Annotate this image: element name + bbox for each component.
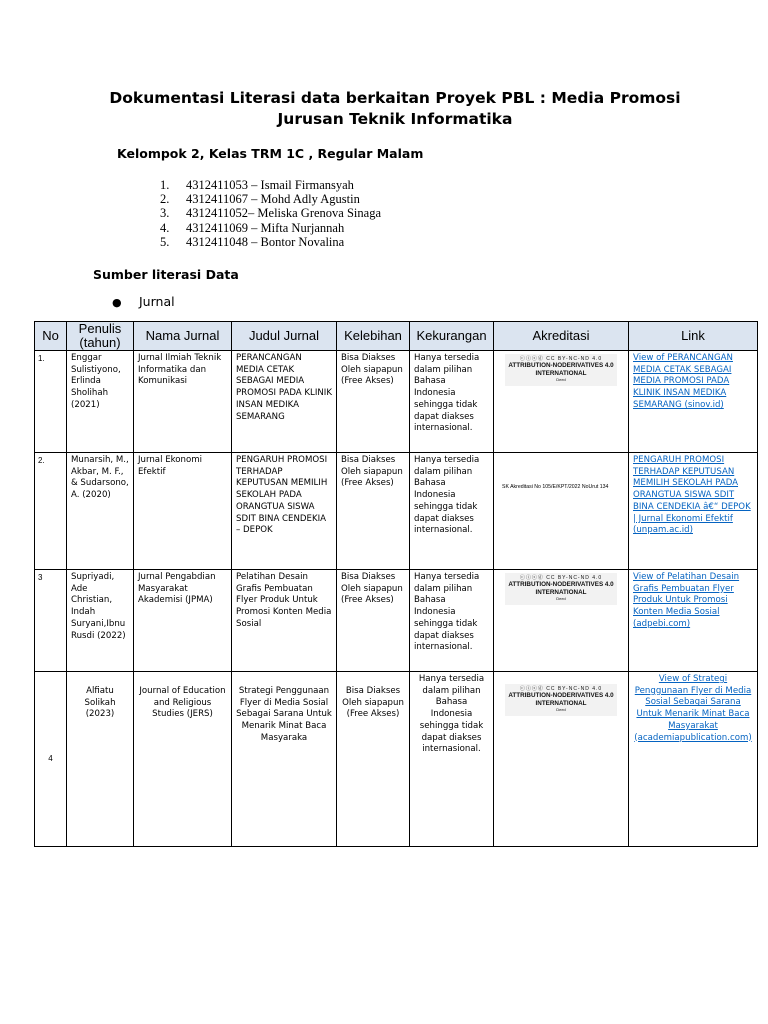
group-info: Kelompok 2, Kelas TRM 1C , Regular Malam: [117, 146, 424, 161]
cell-nama-jurnal: Jurnal Ekonomi Efektif: [134, 453, 232, 570]
header-akreditasi: Akreditasi: [494, 322, 629, 351]
member-item: 2. 4312411067 – Mohd Adly Agustin: [160, 192, 360, 207]
member-list: [160, 178, 381, 249]
cc-icons: ⓒⓘⓢⓓ CC BY-NC-ND 4.0: [519, 575, 603, 581]
cell-nama-jurnal: Jurnal Pengabdian Masyarakat Akademisi (JPMA): [134, 570, 232, 672]
cell-nama-jurnal: Jurnal Ilmiah Teknik Informatika dan Komunikasi: [134, 351, 232, 453]
header-nama-jurnal: Nama Jurnal: [134, 322, 232, 351]
header-link: Link: [629, 322, 758, 351]
cell-kekurangan: Hanya tersedia dalam pilihan Bahasa Indonesia sehingga tidak dapat diakses internasional.: [410, 351, 494, 453]
cell-penulis: Supriyadi, Ade Christian, Indah Suryani,Ibnu Rusdi (2022): [67, 570, 134, 672]
member-item: 3. 4312411052– Meliska Grenova Sinaga: [160, 206, 381, 221]
member-item: 5. 4312411048 – Bontor Novalina: [160, 234, 345, 249]
license-name: ATTRIBUTION-NODERIVATIVES 4.0 INTERNATIONAL: [508, 581, 614, 596]
table-row: [35, 351, 758, 453]
license-deed: Deed: [556, 377, 566, 382]
cell-kelebihan: Bisa Diakses Oleh siapapun (Free Akses): [337, 570, 410, 672]
cell-akreditasi: [494, 453, 629, 570]
table-row: [35, 453, 758, 570]
member-item: 4. 4312411069 – Mifta Nurjannah: [160, 220, 345, 235]
journal-link[interactable]: View of Pelatihan Desain Grafis Pembuatan Flyer Produk Untuk Promosi Konten Media Sosial (adpebi.com): [629, 570, 758, 672]
cell-penulis: Alfiatu Solikah (2023): [67, 672, 134, 847]
cell-judul-jurnal: PERANCANGAN MEDIA CETAK SEBAGAI MEDIA PROMOSI PADA KLINIK INSAN MEDIKA SEMARANG: [232, 351, 337, 453]
cell-no: 3: [35, 570, 67, 672]
journal-link[interactable]: View of Strategi Penggunaan Flyer di Media Sosial Sebagai Sarana Untuk Menarik Minat Baca Masyarakat (academiapublication.com): [629, 672, 758, 847]
member-item: 1. 4312411053 – Ismail Firmansyah: [160, 178, 354, 192]
license-deed: Deed: [556, 707, 566, 712]
bullet-item-jurnal: ● Jurnal: [112, 294, 175, 309]
cell-nama-jurnal: Journal of Education and Religious Studies (JERS): [134, 672, 232, 847]
license-name: ATTRIBUTION-NODERIVATIVES 4.0 INTERNATIONAL: [508, 362, 614, 377]
cell-no: 2.: [35, 453, 67, 570]
cc-icons: ⓒⓘⓢⓓ CC BY-NC-ND 4.0: [519, 356, 603, 362]
cell-judul-jurnal: Strategi Penggunaan Flyer di Media Sosial Sebagai Sarana Untuk Menarik Minat Baca Masyaraka: [232, 672, 337, 847]
license-name: ATTRIBUTION-NODERIVATIVES 4.0 INTERNATIONAL: [508, 692, 614, 707]
cell-judul-jurnal: PENGARUH PROMOSI TERHADAP KEPUTUSAN MEMILIH SEKOLAH PADA ORANGTUA SISWA SDIT BINA CENDEKIA – DEPOK: [232, 453, 337, 570]
accreditation-text: SK Akreditasi No 105/E/KPT/2022 NoUrut 134: [502, 484, 609, 490]
header-kekurangan: Kekurangan: [410, 322, 494, 351]
journal-link[interactable]: PENGARUH PROMOSI TERHADAP KEPUTUSAN MEMILIH SEKOLAH PADA ORANGTUA SISWA SDIT BINA CENDEKIA â€“ DEPOK | Jurnal Ekonomi Efektif (unpam.ac.id): [629, 453, 758, 570]
cell-kekurangan: Hanya tersedia dalam pilihan Bahasa Indonesia sehingga tidak dapat diakses internasional.: [410, 453, 494, 570]
cc-license-badge: [505, 354, 617, 386]
cell-akreditasi: [494, 570, 629, 672]
bullet-icon: ●: [112, 296, 122, 309]
cell-kekurangan: Hanya tersedia dalam pilihan Bahasa Indonesia sehingga tidak dapat diakses internasional.: [410, 570, 494, 672]
table-header-row: [35, 322, 758, 351]
cell-penulis: Munarsih, M., Akbar, M. F., & Sudarsono, A. (2020): [67, 453, 134, 570]
license-deed: Deed: [556, 596, 566, 601]
cell-kekurangan: Hanya tersedia dalam pilihan Bahasa Indonesia sehingga tidak dapat diakses internasional.: [410, 672, 494, 847]
cell-kelebihan: Bisa Diakses Oleh siapapun (Free Akses): [337, 672, 410, 847]
header-kelebihan: Kelebihan: [337, 322, 410, 351]
cell-no: 1.: [35, 351, 67, 453]
cell-kelebihan: Bisa Diakses Oleh siapapun (Free Akses): [337, 351, 410, 453]
cell-kelebihan: Bisa Diakses Oleh siapapun (Free Akses): [337, 453, 410, 570]
cell-no: 4: [35, 672, 67, 847]
header-no: No: [35, 322, 67, 351]
cc-license-badge: [505, 573, 617, 605]
header-penulis: Penulis (tahun): [67, 322, 134, 351]
literature-table: [34, 321, 758, 847]
header-judul-jurnal: Judul Jurnal: [232, 322, 337, 351]
document-title: Dokumentasi Literasi data berkaitan Proyek PBL : Media Promosi Jurusan Teknik Informatika: [109, 89, 681, 128]
cell-akreditasi: [494, 351, 629, 453]
table-row: [35, 570, 758, 672]
table-row: [35, 672, 758, 847]
journal-link[interactable]: View of PERANCANGAN MEDIA CETAK SEBAGAI MEDIA PROMOSI PADA KLINIK INSAN MEDIKA SEMARANG (sinov.id): [629, 351, 758, 453]
cc-icons: ⓒⓘⓢⓓ CC BY-NC-ND 4.0: [519, 686, 603, 692]
cell-penulis: Enggar Sulistiyono, Erlinda Sholihah (2021): [67, 351, 134, 453]
cell-akreditasi: [494, 672, 629, 847]
cc-license-badge: [505, 684, 617, 716]
source-heading: Sumber literasi Data: [93, 267, 239, 282]
cell-judul-jurnal: Pelatihan Desain Grafis Pembuatan Flyer Produk Untuk Promosi Konten Media Sosial: [232, 570, 337, 672]
